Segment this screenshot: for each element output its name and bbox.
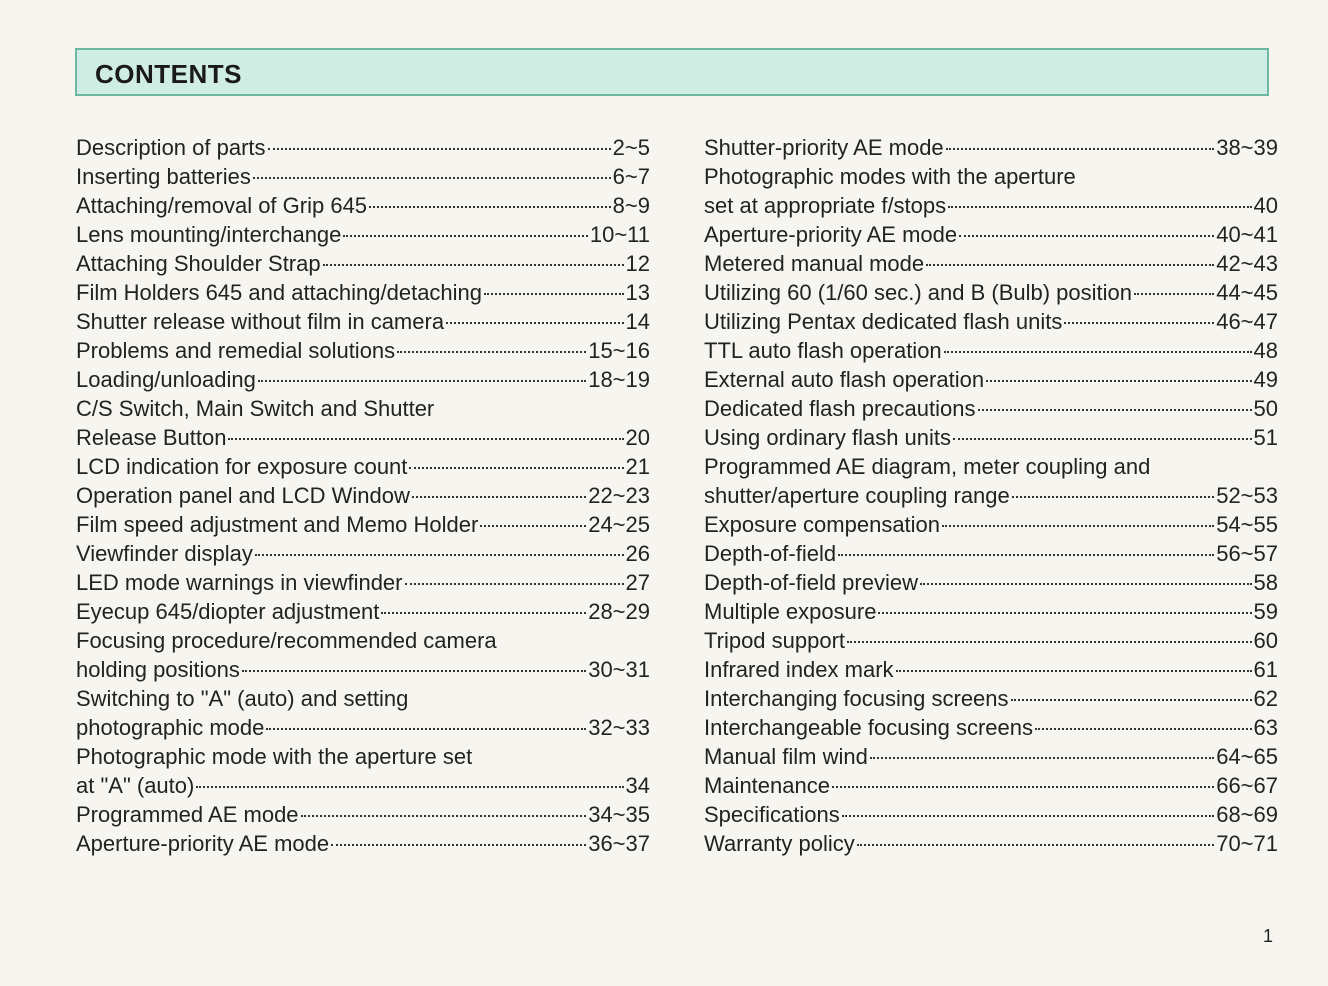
- toc-entry-row: [704, 365, 1278, 394]
- dot-leader: [1035, 728, 1252, 730]
- toc-entry-pages: 46~47: [1216, 309, 1278, 334]
- dot-leader: [369, 206, 611, 208]
- toc-entry-row: [704, 336, 1278, 365]
- toc-entry-title-line1: C/S Switch, Main Switch and Shutter: [76, 396, 435, 421]
- dot-leader: [412, 496, 586, 498]
- dot-leader: [944, 351, 1252, 353]
- toc-entry-row: [704, 249, 1278, 278]
- toc-entry: [704, 597, 1278, 626]
- toc-entry-pages: 62: [1253, 686, 1278, 711]
- toc-entry-pages: 48: [1253, 338, 1278, 363]
- toc-entry-row: [704, 742, 1278, 771]
- toc-entry-pages: 32~33: [588, 715, 650, 740]
- toc-entry-pages: 38~39: [1216, 135, 1278, 160]
- toc-entry-title: Tripod support: [704, 628, 846, 653]
- toc-entry: [704, 452, 1278, 510]
- toc-entry-pages: 15~16: [588, 338, 650, 363]
- toc-entry: [704, 423, 1278, 452]
- toc-entry: [704, 539, 1278, 568]
- toc-entry-row: [704, 220, 1278, 249]
- toc-entry-row: [76, 829, 650, 858]
- toc-entry-title: Warranty policy: [704, 831, 855, 856]
- toc-entry: [704, 249, 1278, 278]
- dot-leader: [253, 177, 611, 179]
- dot-leader: [323, 264, 624, 266]
- toc-entry-title: Aperture-priority AE mode: [76, 831, 330, 856]
- toc-entry-row: [704, 655, 1278, 684]
- toc-entry-title-line1: Switching to "A" (auto) and setting: [76, 686, 409, 711]
- toc-entry: [76, 510, 650, 539]
- toc-entry: [76, 162, 650, 191]
- dot-leader: [847, 641, 1251, 643]
- toc-entry-title: Dedicated flash precautions: [704, 396, 976, 421]
- toc-entry: [76, 133, 650, 162]
- toc-entry-pages: 26: [625, 541, 650, 566]
- dot-leader: [878, 612, 1251, 614]
- toc-entry: [704, 510, 1278, 539]
- toc-entry-row: [704, 771, 1278, 800]
- toc-entry-pages: 34~35: [588, 802, 650, 827]
- toc-entry: [704, 336, 1278, 365]
- toc-entry-title: Multiple exposure: [704, 599, 877, 624]
- toc-entry-pages: 18~19: [588, 367, 650, 392]
- toc-entry-row: [76, 365, 650, 394]
- toc-entry-title: Programmed AE mode: [76, 802, 299, 827]
- toc-entry-title: Interchangeable focusing screens: [704, 715, 1033, 740]
- dot-leader: [196, 786, 623, 788]
- toc-entry-row: [76, 655, 650, 684]
- toc-entry: [76, 307, 650, 336]
- toc-entry: [704, 133, 1278, 162]
- dot-leader: [946, 148, 1215, 150]
- toc-entry-row: [76, 771, 650, 800]
- toc-entry-row: [704, 713, 1278, 742]
- toc-entry-row: [76, 713, 650, 742]
- toc-entry-pages: 40: [1253, 193, 1278, 218]
- toc-entry-row: [704, 133, 1278, 162]
- dot-leader: [1064, 322, 1214, 324]
- toc-entry: [704, 800, 1278, 829]
- contents-header: [75, 48, 1269, 96]
- toc-entry-pages: 58: [1253, 570, 1278, 595]
- dot-leader: [268, 148, 611, 150]
- toc-entry: [704, 365, 1278, 394]
- toc-entry-title: External auto flash operation: [704, 367, 985, 392]
- dot-leader: [228, 438, 623, 440]
- toc-entry: [704, 568, 1278, 597]
- toc-entry: [704, 162, 1278, 220]
- toc-entry-pages: 51: [1253, 425, 1278, 450]
- dot-leader: [953, 438, 1252, 440]
- toc-entry-title: Maintenance: [704, 773, 830, 798]
- toc-entry: [76, 597, 650, 626]
- toc-entry: [76, 539, 650, 568]
- toc-entry-pages: 14: [625, 309, 650, 334]
- toc-entry-pages: 22~23: [588, 483, 650, 508]
- toc-entry-title: Aperture-priority AE mode: [704, 222, 958, 247]
- dot-leader: [258, 380, 586, 382]
- toc-entry-title: Infrared index mark: [704, 657, 894, 682]
- dot-leader: [331, 844, 586, 846]
- toc-entry-title: set at appropriate f/stops: [704, 193, 947, 218]
- dot-leader: [480, 525, 586, 527]
- toc-entry-row: [76, 539, 650, 568]
- toc-entry-title: Shutter release without film in camera: [76, 309, 445, 334]
- toc-entry: [76, 191, 650, 220]
- toc-entry-title: Inserting batteries: [76, 164, 251, 189]
- toc-entry-pages: 64~65: [1216, 744, 1278, 769]
- toc-entry-pages: 24~25: [588, 512, 650, 537]
- dot-leader: [857, 844, 1214, 846]
- toc-entry-title: Attaching Shoulder Strap: [76, 251, 321, 276]
- toc-entry-title: Utilizing Pentax dedicated flash units: [704, 309, 1063, 334]
- toc-entry: [76, 568, 650, 597]
- toc-entry-row: [76, 510, 650, 539]
- toc-entry-pages: 63: [1253, 715, 1278, 740]
- toc-entry-row: [76, 800, 650, 829]
- contents-column-left: [76, 133, 650, 858]
- toc-entry-title: Interchanging focusing screens: [704, 686, 1009, 711]
- toc-entry-pages: 6~7: [612, 164, 650, 189]
- toc-entry-pages: 28~29: [588, 599, 650, 624]
- dot-leader: [484, 293, 623, 295]
- dot-leader: [978, 409, 1252, 411]
- dot-leader: [409, 467, 623, 469]
- toc-entry-row: [704, 597, 1278, 626]
- toc-entry: [76, 481, 650, 510]
- toc-entry-pages: 54~55: [1216, 512, 1278, 537]
- toc-entry-row: [76, 597, 650, 626]
- toc-entry: [704, 771, 1278, 800]
- toc-entry: [76, 800, 650, 829]
- dot-leader: [255, 554, 624, 556]
- dot-leader: [381, 612, 586, 614]
- toc-entry-title: Attaching/removal of Grip 645: [76, 193, 368, 218]
- toc-entry-row: [76, 162, 650, 191]
- toc-entry-title: Utilizing 60 (1/60 sec.) and B (Bulb) position: [704, 280, 1132, 305]
- toc-entry-row: [704, 684, 1278, 713]
- toc-entry: [704, 713, 1278, 742]
- toc-entry: [76, 278, 650, 307]
- toc-entry-title: shutter/aperture coupling range: [704, 483, 1010, 508]
- toc-entry-title: at "A" (auto): [76, 773, 195, 798]
- toc-entry-pages: 8~9: [612, 193, 650, 218]
- toc-entry-title-line1: Programmed AE diagram, meter coupling and: [704, 454, 1151, 479]
- toc-entry: [704, 626, 1278, 655]
- toc-entry: [76, 684, 650, 742]
- toc-entry-title: Exposure compensation: [704, 512, 941, 537]
- toc-entry-row: [704, 568, 1278, 597]
- toc-entry-pages: 13: [625, 280, 650, 305]
- page-title: CONTENTS: [95, 59, 242, 89]
- toc-entry-title: Film speed adjustment and Memo Holder: [76, 512, 479, 537]
- dot-leader: [832, 786, 1214, 788]
- dot-leader: [397, 351, 586, 353]
- toc-entry-row: [76, 278, 650, 307]
- toc-entry-row: [76, 568, 650, 597]
- toc-entry-title-line1: Focusing procedure/recommended camera: [76, 628, 497, 653]
- toc-entry: [76, 452, 650, 481]
- toc-entry-row: [704, 423, 1278, 452]
- toc-entry-title: TTL auto flash operation: [704, 338, 942, 363]
- toc-entry-pages: 20: [625, 425, 650, 450]
- toc-entry-row: [704, 481, 1278, 510]
- dot-leader: [446, 322, 623, 324]
- toc-entry-title: Film Holders 645 and attaching/detaching: [76, 280, 483, 305]
- toc-entry: [704, 220, 1278, 249]
- dot-leader: [266, 728, 586, 730]
- toc-entry-pages: 70~71: [1216, 831, 1278, 856]
- toc-entry: [76, 220, 650, 249]
- toc-entry-pages: 40~41: [1216, 222, 1278, 247]
- dot-leader: [986, 380, 1251, 382]
- page-number: 1: [1263, 926, 1274, 946]
- toc-entry: [76, 365, 650, 394]
- dot-leader: [948, 206, 1251, 208]
- toc-entry-pages: 30~31: [588, 657, 650, 682]
- toc-entry: [76, 336, 650, 365]
- toc-entry-title: Operation panel and LCD Window: [76, 483, 410, 508]
- toc-entry-title: LED mode warnings in viewfinder: [76, 570, 403, 595]
- toc-entry-pages: 44~45: [1216, 280, 1278, 305]
- toc-entry-row: [704, 510, 1278, 539]
- toc-entry: [704, 829, 1278, 858]
- toc-entry-pages: 34: [625, 773, 650, 798]
- toc-entry-pages: 27: [625, 570, 650, 595]
- toc-entry-pages: 68~69: [1216, 802, 1278, 827]
- toc-entry-row: [704, 829, 1278, 858]
- toc-entry: [76, 249, 650, 278]
- dot-leader: [343, 235, 587, 237]
- toc-entry-title: Problems and remedial solutions: [76, 338, 396, 363]
- toc-entry-pages: 49: [1253, 367, 1278, 392]
- toc-entry-row: [704, 626, 1278, 655]
- toc-entry: [704, 278, 1278, 307]
- toc-entry-title: Lens mounting/interchange: [76, 222, 342, 247]
- toc-entry-pages: 52~53: [1216, 483, 1278, 508]
- toc-entry-row: [76, 191, 650, 220]
- toc-entry-title: Depth-of-field: [704, 541, 837, 566]
- toc-entry-row: [76, 481, 650, 510]
- toc-entry-row: [76, 249, 650, 278]
- toc-entry-pages: 42~43: [1216, 251, 1278, 276]
- toc-entry-row: [76, 423, 650, 452]
- toc-entry-row: [76, 220, 650, 249]
- dot-leader: [1011, 699, 1252, 701]
- toc-entry-row: [704, 394, 1278, 423]
- toc-entry-pages: 59: [1253, 599, 1278, 624]
- dot-leader: [1012, 496, 1214, 498]
- toc-entry-title: Manual film wind: [704, 744, 868, 769]
- contents-column-right: [704, 133, 1278, 858]
- toc-entry-pages: 2~5: [612, 135, 650, 160]
- toc-entry: [76, 829, 650, 858]
- toc-entry: [76, 626, 650, 684]
- toc-entry-title: Description of parts: [76, 135, 266, 160]
- dot-leader: [870, 757, 1214, 759]
- dot-leader: [942, 525, 1214, 527]
- toc-entry-row: [704, 191, 1278, 220]
- dot-leader: [405, 583, 624, 585]
- toc-entry-title: Eyecup 645/diopter adjustment: [76, 599, 380, 624]
- dot-leader: [920, 583, 1252, 585]
- toc-entry-title: Depth-of-field preview: [704, 570, 918, 595]
- toc-entry-pages: 10~11: [589, 222, 650, 247]
- dot-leader: [301, 815, 587, 817]
- toc-entry-pages: 60: [1253, 628, 1278, 653]
- toc-entry-title: Shutter-priority AE mode: [704, 135, 944, 160]
- toc-entry-title: Specifications: [704, 802, 840, 827]
- toc-entry-row: [704, 278, 1278, 307]
- toc-entry-row: [704, 307, 1278, 336]
- toc-entry-title: Release Button: [76, 425, 227, 450]
- toc-entry-title: holding positions: [76, 657, 240, 682]
- toc-entry-pages: 56~57: [1216, 541, 1278, 566]
- toc-entry: [704, 394, 1278, 423]
- toc-entry: [704, 307, 1278, 336]
- toc-entry-title: Loading/unloading: [76, 367, 256, 392]
- toc-entry-row: [704, 800, 1278, 829]
- toc-entry-pages: 66~67: [1216, 773, 1278, 798]
- toc-entry: [704, 684, 1278, 713]
- toc-entry-title: LCD indication for exposure count: [76, 454, 408, 479]
- dot-leader: [1134, 293, 1214, 295]
- toc-entry-row: [76, 452, 650, 481]
- toc-entry-title: photographic mode: [76, 715, 265, 740]
- toc-entry-pages: 12: [625, 251, 650, 276]
- toc-entry-title-line1: Photographic modes with the aperture: [704, 164, 1076, 189]
- toc-entry-title-line1: Photographic mode with the aperture set: [76, 744, 473, 769]
- toc-entry-pages: 21: [625, 454, 650, 479]
- toc-entry: [76, 394, 650, 452]
- toc-entry: [704, 655, 1278, 684]
- toc-entry-title: Metered manual mode: [704, 251, 925, 276]
- dot-leader: [842, 815, 1214, 817]
- toc-entry-row: [76, 336, 650, 365]
- dot-leader: [896, 670, 1252, 672]
- toc-entry-row: [76, 307, 650, 336]
- dot-leader: [926, 264, 1214, 266]
- toc-entry-pages: 50: [1253, 396, 1278, 421]
- dot-leader: [242, 670, 586, 672]
- toc-entry: [704, 742, 1278, 771]
- dot-leader: [838, 554, 1214, 556]
- toc-entry-title: Viewfinder display: [76, 541, 253, 566]
- toc-entry-pages: 61: [1253, 657, 1278, 682]
- toc-entry: [76, 742, 650, 800]
- toc-entry-row: [704, 539, 1278, 568]
- toc-entry-title: Using ordinary flash units: [704, 425, 952, 450]
- toc-entry-row: [76, 133, 650, 162]
- toc-entry-pages: 36~37: [588, 831, 650, 856]
- dot-leader: [959, 235, 1214, 237]
